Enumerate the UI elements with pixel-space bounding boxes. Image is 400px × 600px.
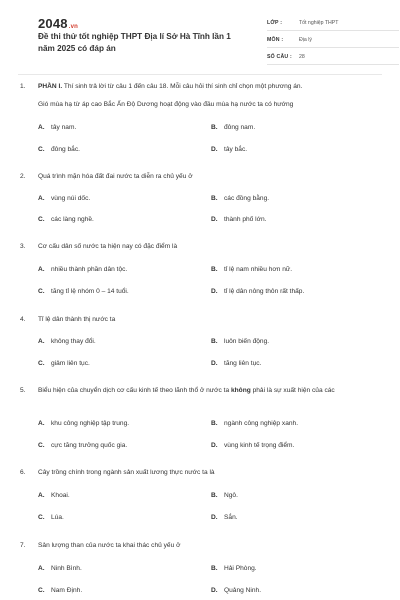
option-text: vùng kinh tế trọng điểm. [224, 442, 295, 449]
option-d[interactable] [211, 360, 261, 367]
option-text: Khoai. [51, 492, 70, 499]
question-4 [20, 315, 380, 324]
option-letter: C. [38, 216, 45, 223]
option-a[interactable] [38, 266, 127, 273]
question-text-part: phải là sự xuất hiện của các [250, 387, 335, 394]
meta-label: MÔN : [267, 37, 284, 43]
option-letter: C. [38, 360, 45, 367]
option-a[interactable] [38, 565, 82, 572]
option-c[interactable] [38, 442, 127, 449]
option-text: tăng liên tục. [224, 360, 262, 367]
option-letter: A. [38, 565, 45, 572]
option-text: đông bắc. [51, 146, 80, 153]
option-text: các làng nghề. [51, 216, 94, 223]
option-text: nhiều thành phần dân tộc. [51, 266, 128, 273]
option-letter: C. [38, 442, 45, 449]
option-text: tăng tỉ lệ nhóm 0 – 14 tuổi. [51, 288, 129, 295]
question-instruction: Thí sinh trả lời từ câu 1 đến câu 18. Mỗi câu hỏi thí sinh chỉ chọn một phương án. [62, 83, 303, 90]
logo-text: 2048 [38, 16, 68, 31]
meta-value: Địa lý [299, 37, 312, 43]
meta-label: SỐ CÂU : [267, 54, 292, 60]
meta-count-row [267, 50, 399, 65]
question-number: 1. [20, 83, 26, 90]
option-text: đông nam. [224, 124, 256, 131]
option-b[interactable] [211, 124, 255, 131]
meta-value: 28 [299, 54, 305, 60]
option-text: tây nam. [51, 124, 77, 131]
option-a[interactable] [38, 124, 76, 131]
option-d[interactable] [211, 288, 304, 295]
option-letter: D. [211, 514, 218, 521]
option-letter: A. [38, 420, 45, 427]
header-divider [18, 74, 382, 75]
option-letter: B. [211, 266, 218, 273]
option-letter: D. [211, 587, 218, 594]
option-b[interactable] [211, 420, 298, 427]
meta-subject-row [267, 33, 399, 48]
option-d[interactable] [211, 146, 247, 153]
option-text: Ngô. [224, 492, 238, 499]
meta-value: Tốt nghiệp THPT [299, 20, 339, 26]
part-label: PHẦN I. [38, 83, 63, 90]
option-d[interactable] [211, 514, 238, 521]
question-2 [20, 172, 380, 181]
question-number: 3. [20, 243, 26, 250]
exam-header [18, 0, 382, 68]
option-text: Lúa. [51, 514, 64, 521]
option-letter: C. [38, 587, 45, 594]
option-b[interactable] [211, 266, 292, 273]
option-b[interactable] [211, 492, 238, 499]
exam-meta [267, 16, 399, 67]
option-d[interactable] [211, 216, 266, 223]
meta-class-row [267, 16, 399, 31]
option-text: tây bắc. [224, 146, 248, 153]
question-6 [20, 468, 380, 477]
option-text: các đồng bằng. [224, 195, 270, 202]
site-logo[interactable] [38, 16, 78, 31]
question-text-part: Biểu hiện của chuyển dịch cơ cấu kinh tế theo lãnh thổ ở nước ta [38, 387, 231, 394]
option-letter: A. [38, 195, 45, 202]
option-letter: B. [211, 565, 218, 572]
option-letter: B. [211, 195, 218, 202]
meta-label: LỚP : [267, 20, 283, 26]
option-text: tỉ lệ dân nông thôn rất thấp. [224, 288, 305, 295]
option-a[interactable] [38, 420, 129, 427]
option-text: giảm liên tục. [51, 360, 90, 367]
option-letter: C. [38, 288, 45, 295]
option-b[interactable] [211, 565, 257, 572]
option-c[interactable] [38, 587, 82, 594]
option-letter: D. [211, 216, 218, 223]
option-c[interactable] [38, 288, 129, 295]
option-text: vùng núi dốc. [51, 195, 91, 202]
option-letter: D. [211, 288, 218, 295]
option-letter: B. [211, 492, 218, 499]
option-letter: C. [38, 514, 45, 521]
option-text: thành phố lớn. [224, 216, 267, 223]
question-text: Tỉ lệ dân thành thị nước ta [38, 316, 116, 323]
option-letter: B. [211, 420, 218, 427]
question-text [38, 386, 380, 395]
option-letter: A. [38, 266, 45, 273]
option-letter: A. [38, 124, 45, 131]
question-3 [20, 242, 380, 251]
question-text [38, 82, 380, 91]
question-number: 6. [20, 469, 26, 476]
option-text: Hải Phòng. [224, 565, 257, 572]
logo-suffix: .vn [68, 24, 79, 30]
option-text: Sắn. [224, 514, 238, 521]
question-text: Cơ cấu dân số nước ta hiện nay có đặc điểm là [38, 243, 178, 250]
option-letter: D. [211, 442, 218, 449]
question-number: 7. [20, 542, 26, 549]
option-text: luôn biến động. [224, 338, 270, 345]
option-text: khu công nghiệp tập trung. [51, 420, 130, 427]
option-letter: A. [38, 338, 45, 345]
option-letter: C. [38, 146, 45, 153]
option-text: cực tăng trưởng quốc gia. [51, 442, 128, 449]
option-b[interactable] [211, 338, 269, 345]
question-stem: Gió mùa hạ từ áp cao Bắc Ấn Độ Dương hoạt động vào đầu mùa hạ nước ta có hướng [38, 101, 294, 108]
option-text: ngành công nghiệp xanh. [224, 420, 299, 427]
question-5 [20, 386, 380, 395]
option-letter: D. [211, 146, 218, 153]
question-1 [20, 82, 380, 109]
option-text: Nam Định. [51, 587, 83, 594]
option-b[interactable] [211, 195, 269, 202]
question-number: 2. [20, 173, 26, 180]
option-a[interactable] [38, 492, 70, 499]
page-title: Đề thi thử tốt nghiệp THPT Địa lí Sở Hà Tĩnh lần 1 năm 2025 có đáp án [38, 32, 231, 53]
option-a[interactable] [38, 195, 90, 202]
option-a[interactable] [38, 338, 96, 345]
question-emphasis: không [230, 387, 251, 394]
option-letter: D. [211, 360, 218, 367]
question-7 [20, 541, 380, 550]
question-text: Quá trình mặn hóa đất đai nước ta diễn ra chủ yếu ở [38, 173, 193, 180]
question-text: Cây trồng chính trong ngành sản xuất lương thực nước ta là [38, 469, 215, 476]
question-number: 5. [20, 387, 26, 394]
option-text: Quảng Ninh. [224, 587, 262, 594]
question-number: 4. [20, 316, 26, 323]
option-letter: B. [211, 338, 218, 345]
option-text: tỉ lệ nam nhiều hơn nữ. [224, 266, 293, 273]
option-d[interactable] [211, 442, 294, 449]
option-c[interactable] [38, 514, 64, 521]
option-text: Ninh Bình. [51, 565, 82, 572]
option-c[interactable] [38, 360, 90, 367]
option-c[interactable] [38, 146, 80, 153]
option-d[interactable] [211, 587, 261, 594]
option-letter: A. [38, 492, 45, 499]
option-letter: B. [211, 124, 218, 131]
option-c[interactable] [38, 216, 94, 223]
question-text: Sản lượng than của nước ta khai thác chủ yếu ở [38, 542, 181, 549]
option-text: không thay đổi. [51, 338, 96, 345]
